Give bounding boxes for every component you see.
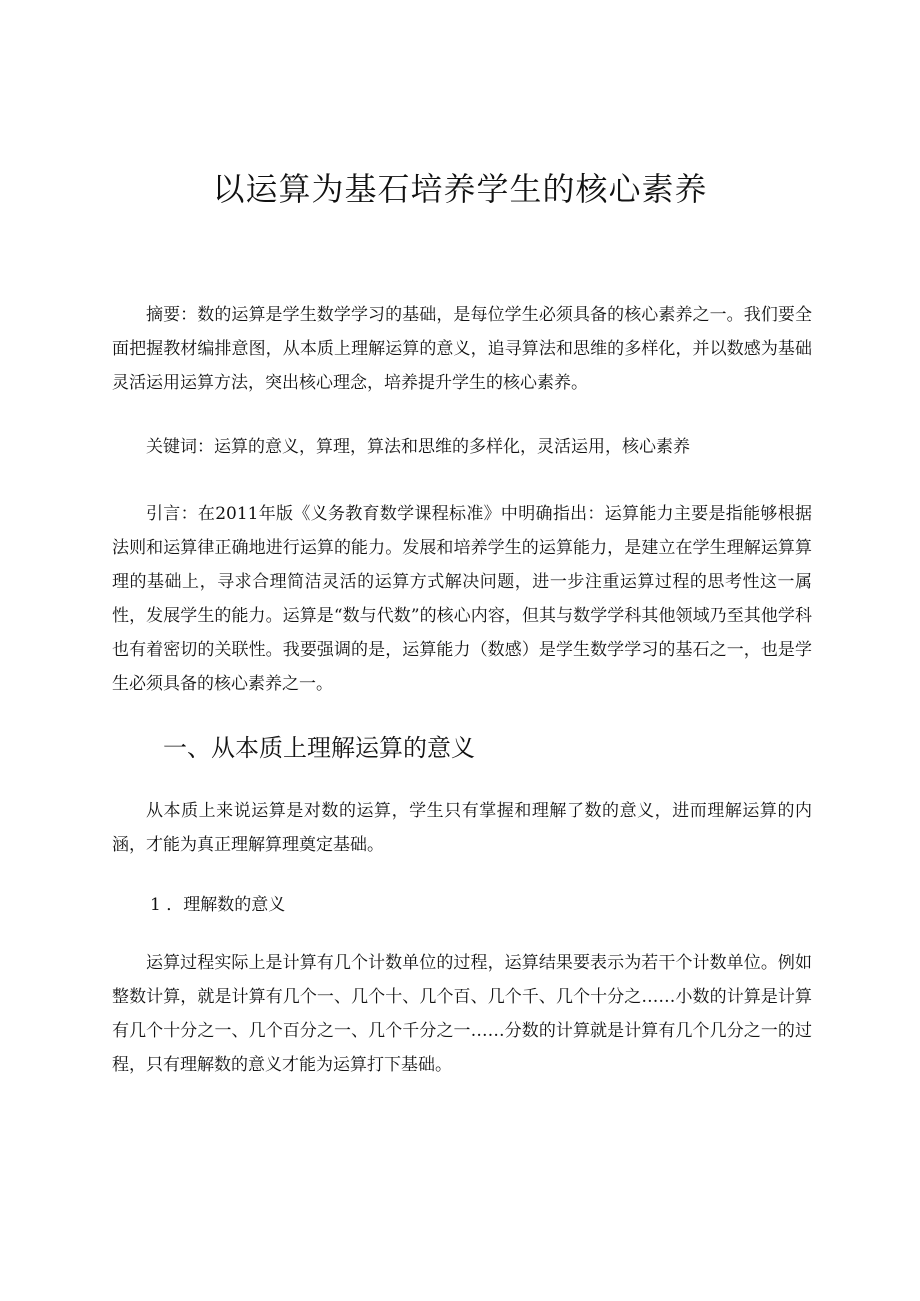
abstract-paragraph: 摘要：数的运算是学生数学学习的基础，是每位学生必须具备的核心素养之一。我们要全面把握教材编排意图，从本质上理解运算的意义，追寻算法和思维的多样化，并以数感为基础灵活运用运算方法，突出核心理念，培养提升学生的核心素养。 [112, 305, 812, 393]
introduction-paragraph: 引言：在2011年版《义务教育数学课程标准》中明确指出：运算能力主要是指能够根据法则和运算律正确地进行运算的能力。发展和培养学生的运算能力，是建立在学生理解运算算理的基础上，寻求合理简洁灵活的运算方式解决问题，进一步注重运算过程的思考性这一属性，发展学生的能力。运算是“数与代数”的核心内容，但其与数学学科其他领域乃至其他学科也有着密切的关联性。我要强调的是，运算能力（数感）是学生数学学习的基石之一，也是学生必须具备的核心素养之一。 [112, 504, 812, 694]
subsection-body-paragraph: 运算过程实际上是计算有几个计数单位的过程，运算结果要表示为若干个计数单位。例如整数计算，就是计算有几个一、几个十、几个百、几个千、几个十分之……小数的计算是计算有几个十分之一、几个百分之一、几个千分之一……分数的计算就是计算有几个几分之一的过程，只有理解数的意义才能为运算打下基础。 [112, 953, 812, 1075]
subsection-heading: 1 ．理解数的意义 [150, 895, 286, 915]
section-intro-paragraph: 从本质上来说运算是对数的运算，学生只有掌握和理解了数的意义，进而理解运算的内涵，才能为真正理解算理奠定基础。 [112, 801, 812, 855]
keywords-paragraph: 关键词：运算的意义，算理，算法和思维的多样化，灵活运用，核心素养 [146, 437, 690, 457]
section-heading: 一、从本质上理解运算的意义 [163, 734, 475, 762]
document-title: 以运算为基石培养学生的核心素养 [212, 170, 708, 208]
